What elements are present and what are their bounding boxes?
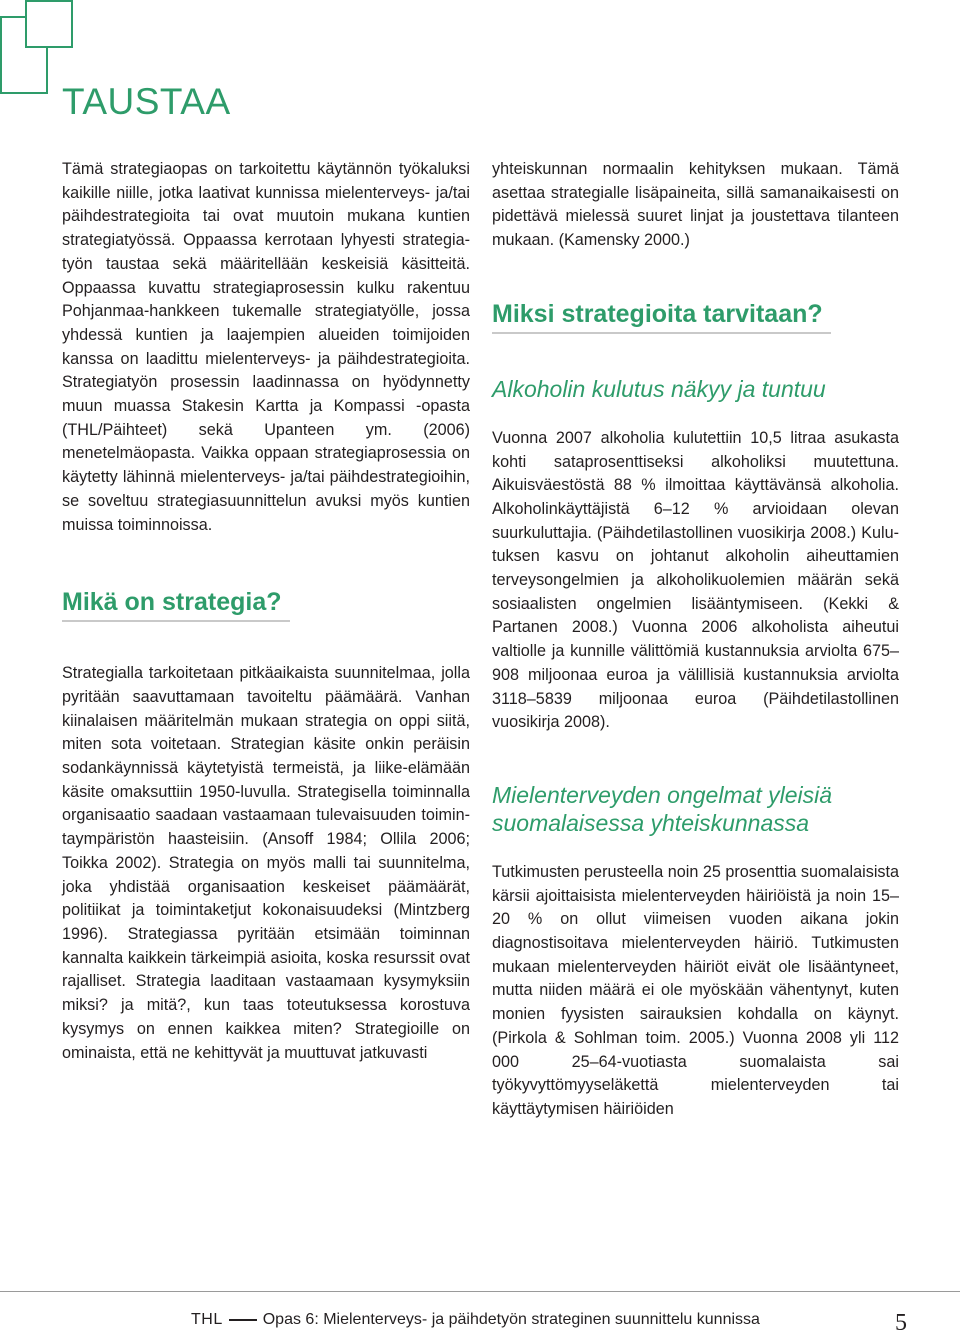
section-heading-mika-on-strategia: Mikä on strategia? [62,587,282,619]
alcohol-paragraph: Vuonna 2007 alkoholia kulutettiin 10,5 litraa asukasta kohti sataprosenttiseksi alkoholiksi muutettuna. Aikuisväestöstä 88 % ilmoittaa käyttävänsä alkoholia. Alkoholinkäyttäjistä 6–12 % arvioidaan olevan suurkuluttajia. (Päihdetilastollinen vuosikirja 2008.) Kulutuksen kasvu on johtanut alkoholin aiheuttamien terveysongelmien ja alkoholikuolemien määrän sekä sosiaalisten ongelmien lisääntymiseen. (Kekki & Partanen 2008.) Vuonna 2006 alkoholista aiheutui valtiolle ja kunnille välittömiä kustannuksia arviolta 675–908 miljoonaa euroa ja välillisiä kustannuksia arviolta 3118–5839 miljoonaa euroa (Päihdetilastollinen vuosikirja 2008). [492,428,899,732]
left-column [62,158,470,1065]
subheading-alkoholi: Alkoholin kulutus näkyy ja tuntuu [492,375,826,402]
page-number: 5 [895,1310,907,1336]
footer-text [191,1311,760,1329]
footer-publication-title: Opas 6: Mielenterveys- ja päihdetyön strateginen suunnittelu kunnissa [262,1311,760,1328]
footer-dash [229,1319,257,1321]
strategy-definition-paragraph: Strategialla tarkoitetaan pitkäaikaista suunnitelmaa, jolla pyritään saavuttamaan tavoiteltu päämäärä. Vanhan kiinalaisen määritelmän mukaan strategia on oppi siitä, miten sota voitetaan. Strategian käsite onkin peräisin sodankäynnissä käytetyistä termeistä, ja liike-elämään käsite omaksuttiin 1950-luvulla. Strategisella toiminnalla organisaatio saadaan vastaamaan tulevaisuuden toimintaympäristön haasteisiin. (Ansoff 1984; Ollila 2006; Toikka 2002). Strategia on myös malli tai suunnitelma, joka yhdistää organisaation keskeiset päämäärät, politiikat ja toimintaketjut kokonaisuudeksi (Mintzberg 1996). Strategiassa pyritään etsimään toiminnan kannalta kaikkein tärkeimpiä asioita, koska resurssit ovat rajalliset. Strategia laaditaan vastaamaan kysymyksiin miksi? ja mitä?, kun taas toteutuksessa korostuva kysymys on ennen kaikkea miten? Strategioille on ominaista, että ne kehittyvät ja muuttuvat jatkuvasti [62,664,470,1062]
continuation-paragraph: yhteiskunnan normaalin kehityksen mukaan. Tämä asettaa strategialle lisäpaineita, sillä samanaikaisesti on pidettävä mielessä suuret linjat ja joustettava tilanteen mukaan. (Kamensky 2000.) [492,160,899,250]
intro-paragraph: Tämä strategiaopas on tarkoitettu käytännön työkaluksi kaikille niille, jotka laativat kunnissa mielenterveys- ja/tai päihdestrategioita tai ovat muutoin mukana kuntien strategiatyössä. Oppaassa kerrotaan lyhyesti strategiatyön taustaa sekä määritellään keskeisiä käsitteitä. Oppaassa kuvattu strategiaprosessin kulku rakentuu Pohjanmaa-hankkeen tukemalle strategiatyölle, jossa yhdessä kuntien ja laajempien alueiden toimijoiden kanssa on laadittu mielenterveys- ja päihdestrategioita. Strategiatyön prosessin laadinnassa on hyödynnetty muun muassa Stakesin Kartta ja Kompassi -opasta (THL/Päihteet) sekä Upanteen ym. (2006) menetelmäopasta. Vaikka oppaan strategiaprosessia on käytetty lähinnä mielenterveys- ja/tai päihdestrategioihin, se soveltuu strategiasuunnittelun avuksi myös kuntien muissa toiminnoissa. [62,160,470,534]
footer-rule [0,1291,960,1292]
subheading-mielenterveys: Mielenterveyden ongelmat yleisiä suomalaisessa yhteiskunnassa [492,781,833,836]
right-column [492,158,899,1122]
footer-org: THL [191,1311,223,1328]
page-title: TAUSTAA [62,81,231,122]
section-heading-miksi-strategioita: Miksi strategioita tarvitaan? [492,299,823,331]
mental-health-paragraph: Tutkimusten perusteella noin 25 prosenttia suomalaisista kärsii ajoittaisista mielenterveyden häiriöistä ja noin 15–20 % on ollut viimeisen vuoden aikana jokin diagnostisoitava mielenterveyden häiriö. Tutkimusten mukaan mielenterveyden häiriöt eivät ole lisääntyneet, mutta niiden määrä ei ole myöskään vähentynyt, kuten monien fyysisten sairauksien kohdalla on käynyt. (Pirkola & Sohlman toim. 2005.) Vuonna 2008 yli 112 000 25–64-vuotiasta suomalaista sai työkyvyttömyyseläkettä mielenterveyden tai käyttäytymisen häiriöiden [492,862,900,1118]
